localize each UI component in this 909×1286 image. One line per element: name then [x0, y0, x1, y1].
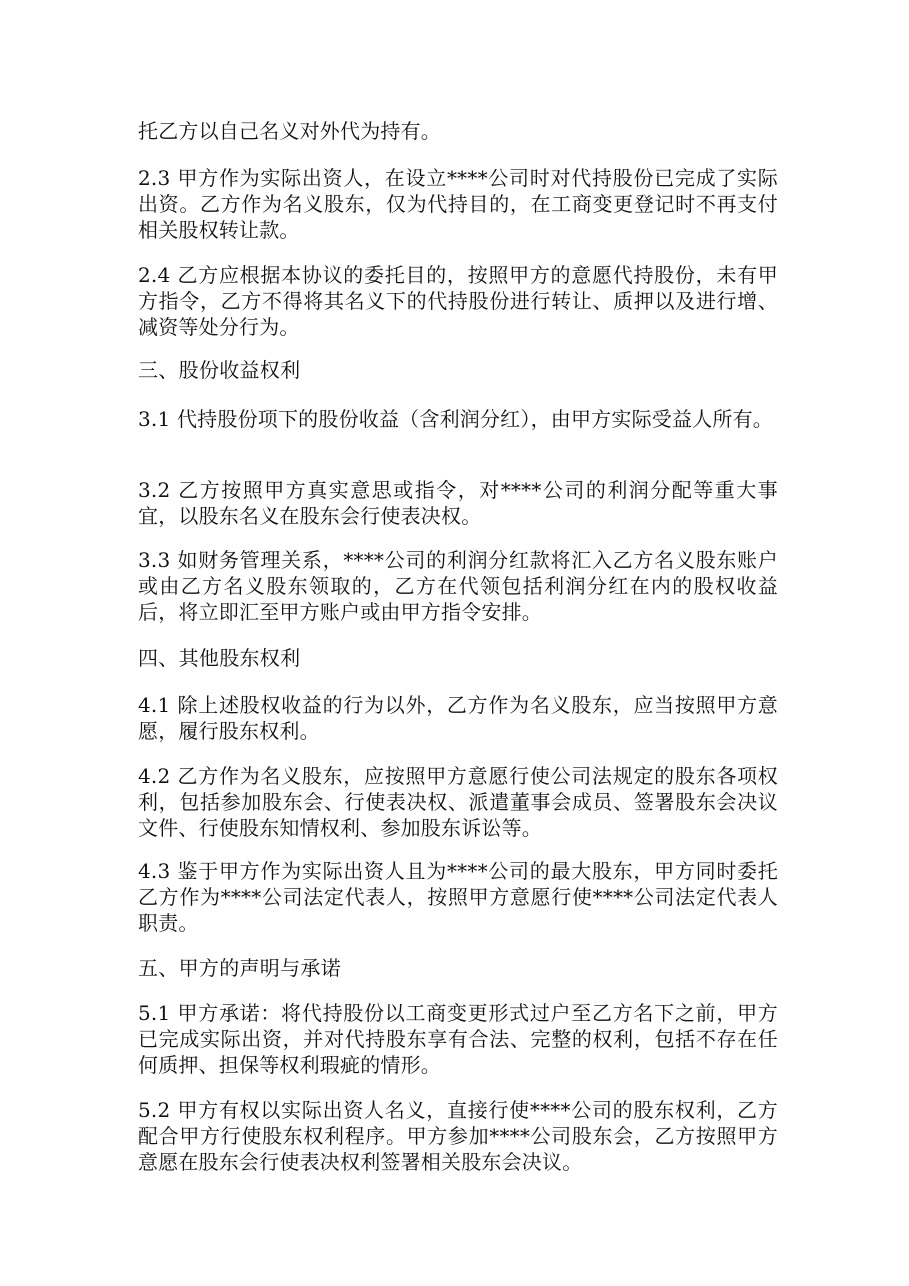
clause-3-3: 3.3 如财务管理关系，****公司的利润分红款将汇入乙方名义股东账户或由乙方名义股东领取的，乙方在代领包括利润分红在内的股权收益后，将立即汇至甲方账户或由甲方指令安排。	[138, 548, 778, 624]
clause-2-4: 2.4 乙方应根据本协议的委托目的，按照甲方的意愿代持股份，未有甲方指令，乙方不得将其名义下的代持股份进行转让、质押以及进行增、减资等处分行为。	[138, 263, 778, 339]
clause-5-1: 5.1 甲方承诺：将代持股份以工商变更形式过户至乙方名下之前，甲方已完成实际出资，并对代持股东享有合法、完整的权利，包括不存在任何质押、担保等权利瑕疵的情形。	[138, 1001, 778, 1077]
clause-2-3: 2.3 甲方作为实际出资人，在设立****公司时对代持股份已完成了实际出资。乙方作为名义股东，仅为代持目的，在工商变更登记时不再支付相关股权转让款。	[138, 166, 778, 242]
paragraph-continuation: 托乙方以自己名义对外代为持有。	[138, 119, 441, 143]
clause-4-2: 4.2 乙方作为名义股东，应按照甲方意愿行使公司法规定的股东各项权利，包括参加股东会、行使表决权、派遣董事会成员、签署股东会决议文件、行使股东知情权利、参加股东诉讼等。	[138, 764, 778, 840]
section-heading-4: 四、其他股东权利	[138, 646, 301, 670]
clause-4-1: 4.1 除上述股权收益的行为以外，乙方作为名义股东，应当按照甲方意愿，履行股东权利。	[138, 693, 778, 743]
section-heading-3: 三、股份收益权利	[138, 358, 301, 382]
section-heading-5: 五、甲方的声明与承诺	[138, 956, 341, 980]
clause-4-3: 4.3 鉴于甲方作为实际出资人且为****公司的最大股东，甲方同时委托乙方作为****公司法定代表人，按照甲方意愿行使****公司法定代表人职责。	[138, 859, 778, 935]
clause-3-1: 3.1 代持股份项下的股份收益（含利润分红），由甲方实际受益人所有。	[138, 407, 773, 431]
clause-5-2: 5.2 甲方有权以实际出资人名义，直接行使****公司的股东权利，乙方配合甲方行使股东权利程序。甲方参加****公司股东会，乙方按照甲方意愿在股东会行使表决权利签署相关股东会决议。	[138, 1098, 778, 1174]
clause-3-2: 3.2 乙方按照甲方真实意思或指令，对****公司的利润分配等重大事宜，以股东名义在股东会行使表决权。	[138, 478, 778, 528]
